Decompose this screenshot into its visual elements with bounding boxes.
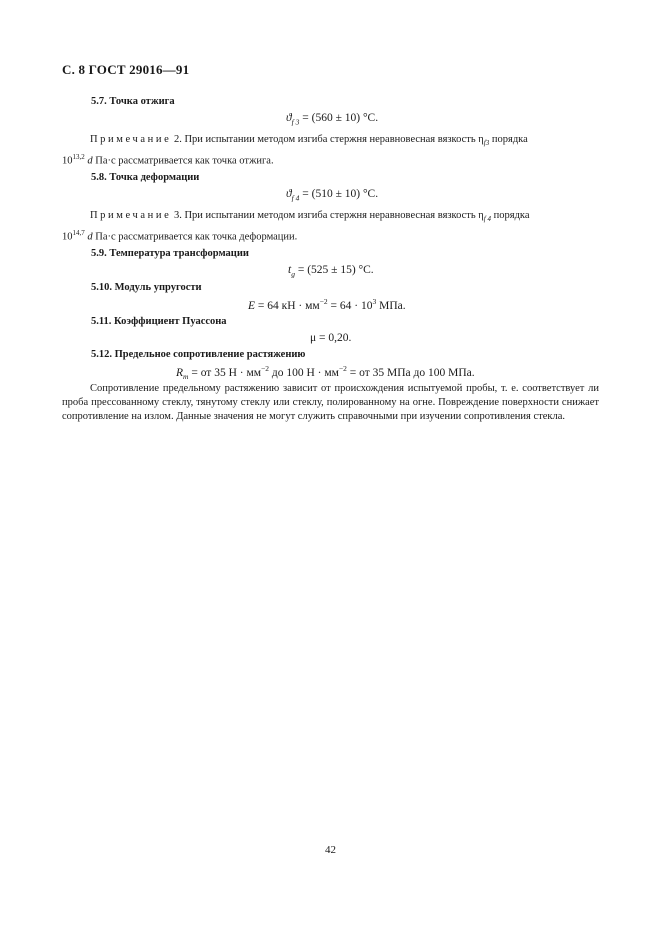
formula-subscript: g: [291, 269, 295, 279]
section-5-7-formula: [286, 112, 378, 126]
section-5-10-formula: [248, 297, 406, 312]
note-text: порядка: [489, 134, 528, 145]
section-5-11-heading: 5.11. Коэффициент Пуассона: [91, 316, 227, 327]
formula-part: = от 35 МПа до 100 МПа.: [346, 366, 475, 379]
formula-part: = 64 · 10: [327, 299, 373, 312]
note-subscript: f3: [483, 139, 490, 148]
section-5-10-heading: 5.10. Модуль упругости: [91, 282, 202, 293]
section-5-11-formula: μ = 0,20.: [310, 332, 352, 344]
page-header: С. 8 ГОСТ 29016—91: [62, 62, 190, 77]
formula-symbol: ϑ: [286, 112, 292, 124]
formula-part: = 64 кН · мм: [255, 299, 320, 312]
note-text: 3. При испытании методом изгиба стержня неравновесная вязкость η: [171, 210, 484, 221]
note-exponent-base: 10: [62, 155, 73, 167]
section-5-8-heading: 5.8. Точка деформации: [91, 172, 200, 183]
formula-part: = от 35 Н · мм: [188, 366, 262, 379]
formula-symbol: E: [248, 299, 256, 312]
section-5-9-formula: [288, 264, 374, 278]
section-5-12-formula: [176, 364, 475, 381]
formula-superscript: −2: [261, 364, 269, 373]
note-label: Примечание: [90, 210, 172, 221]
formula-subscript: f 3: [291, 117, 300, 127]
formula-value: = (560 ± 10) °С.: [299, 112, 379, 124]
formula-symbol: t: [288, 264, 292, 276]
formula-superscript: −2: [319, 297, 328, 306]
formula-part: МПа.: [376, 299, 406, 312]
note-text: порядка: [491, 210, 530, 221]
note-text: Па·с рассматривается как точка отжига.: [92, 155, 274, 167]
note-exponent-base: 10: [62, 231, 73, 243]
formula-subscript: m: [183, 372, 189, 382]
formula-part: до 100 Н · мм: [269, 366, 339, 379]
note-3: [62, 209, 599, 245]
formula-subscript: f 4: [291, 193, 300, 203]
section-5-9-heading: 5.9. Температура трансформации: [91, 248, 249, 259]
formula-symbol: R: [176, 366, 184, 379]
formula-value: = (510 ± 10) °С.: [299, 188, 379, 200]
note-exponent: 13,2: [72, 153, 85, 162]
note-text: Па·с рассматривается как точка деформации.: [92, 231, 298, 243]
page-number: 42: [325, 844, 336, 856]
section-5-7-heading: 5.7. Точка отжига: [91, 96, 175, 107]
note-label: Примечание: [90, 134, 172, 145]
note-d: d: [87, 155, 93, 167]
note-text: 2. При испытании методом изгиба стержня неравновесная вязкость η: [171, 134, 484, 145]
formula-superscript: 3: [372, 297, 377, 306]
section-5-8-formula: [286, 188, 378, 202]
formula-symbol: ϑ: [286, 188, 292, 200]
formula-superscript: −2: [338, 364, 347, 373]
note-subscript: f 4: [483, 215, 491, 224]
section-5-12-heading: 5.12. Предельное сопротивление растяжению: [91, 349, 306, 360]
note-2: [62, 133, 599, 169]
formula-value: = (525 ± 15) °С.: [294, 264, 374, 276]
note-exponent: 14,7: [72, 229, 85, 238]
body-paragraph: Сопротивление предельному растяжению зависит от происхождения испытуемой пробы, т. е. соответствует ли проба прессованному стеклу, тянутому стеклу или стеклу, полированному на огне. Повреждение поверхности снижает сопротивление на излом. Данные значения не могут служить справочными при изучении сопротивления стекла.: [62, 383, 599, 423]
note-d: d: [87, 231, 93, 243]
